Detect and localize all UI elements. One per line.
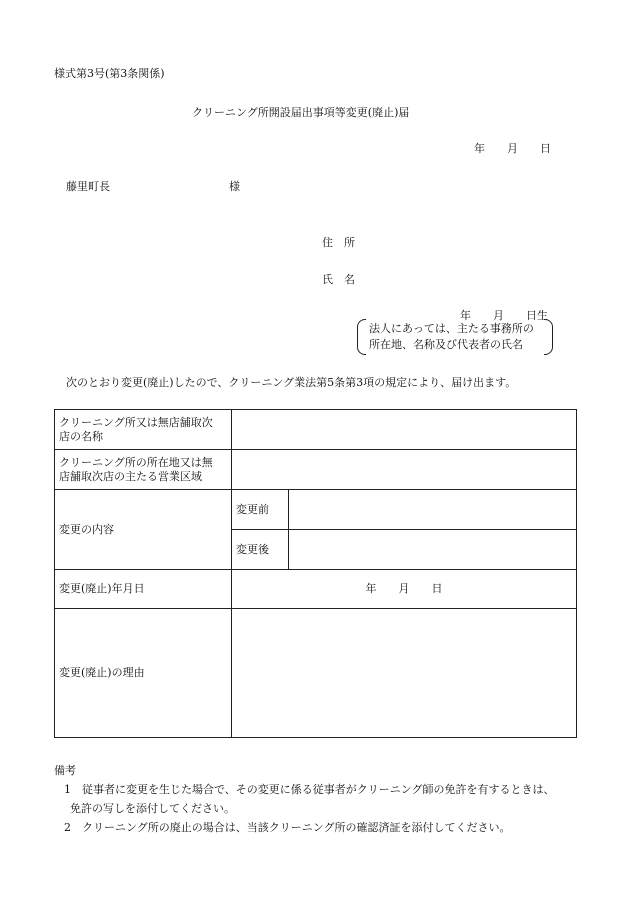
remark-1-number: 1 <box>64 783 71 796</box>
store-location-label: クリーニング所の所在地又は無 店舗取次店の主たる営業区域 <box>55 450 232 490</box>
remark-2-text: クリーニング所の廃止の場合は、当該クリーニング所の確認済証を添付してください。 <box>82 821 511 834</box>
remark-2-number: 2 <box>64 821 71 834</box>
addressee-honorific: 様 <box>229 180 240 193</box>
store-name-field[interactable] <box>232 410 577 450</box>
notification-form-table <box>54 409 577 738</box>
remarks-heading: 備考 <box>54 764 76 777</box>
addressee-name: 藤里町長 <box>66 180 110 193</box>
remarks <box>54 761 555 837</box>
before-change-label: 変更前 <box>232 490 289 530</box>
change-date-label: 変更(廃止)年月日 <box>55 570 232 609</box>
corporation-note-line-2: 所在地、名称及び代表者の氏名 <box>369 338 523 351</box>
after-change-label: 変更後 <box>232 530 289 570</box>
submission-date: 年 月 日 <box>474 142 551 155</box>
corporation-note <box>357 319 553 355</box>
birth-date-line: 年 月 日生 <box>460 309 548 322</box>
name-label: 氏 名 <box>322 273 355 286</box>
store-location-field[interactable] <box>232 450 577 490</box>
change-reason-field[interactable] <box>232 609 577 738</box>
form-title: クリーニング所開設届出事項等変更(廃止)届 <box>192 106 410 119</box>
after-change-field[interactable] <box>289 530 577 570</box>
right-bracket <box>544 319 553 355</box>
change-content-label: 変更の内容 <box>55 490 232 570</box>
remark-1-continuation: 免許の写しを添付してください。 <box>70 802 235 815</box>
change-reason-label: 変更(廃止)の理由 <box>55 609 232 738</box>
before-change-field[interactable] <box>289 490 577 530</box>
left-bracket <box>357 319 366 355</box>
form-number: 様式第3号(第3条関係) <box>54 67 165 80</box>
change-date-field[interactable]: 年 月 日 <box>232 570 577 609</box>
corporation-note-line-1: 法人にあっては、主たる事務所の <box>369 322 534 335</box>
store-name-label: クリーニング所又は無店舗取次 店の名称 <box>55 410 232 450</box>
remark-1-text: 従事者に変更を生じた場合で、その変更に係る従事者がクリーニング師の免許を有するときは、 <box>82 783 555 796</box>
address-label: 住 所 <box>322 236 355 249</box>
statement: 次のとおり変更(廃止)したので、クリーニング業法第5条第3項の規定により、届け出ます。 <box>66 376 517 389</box>
